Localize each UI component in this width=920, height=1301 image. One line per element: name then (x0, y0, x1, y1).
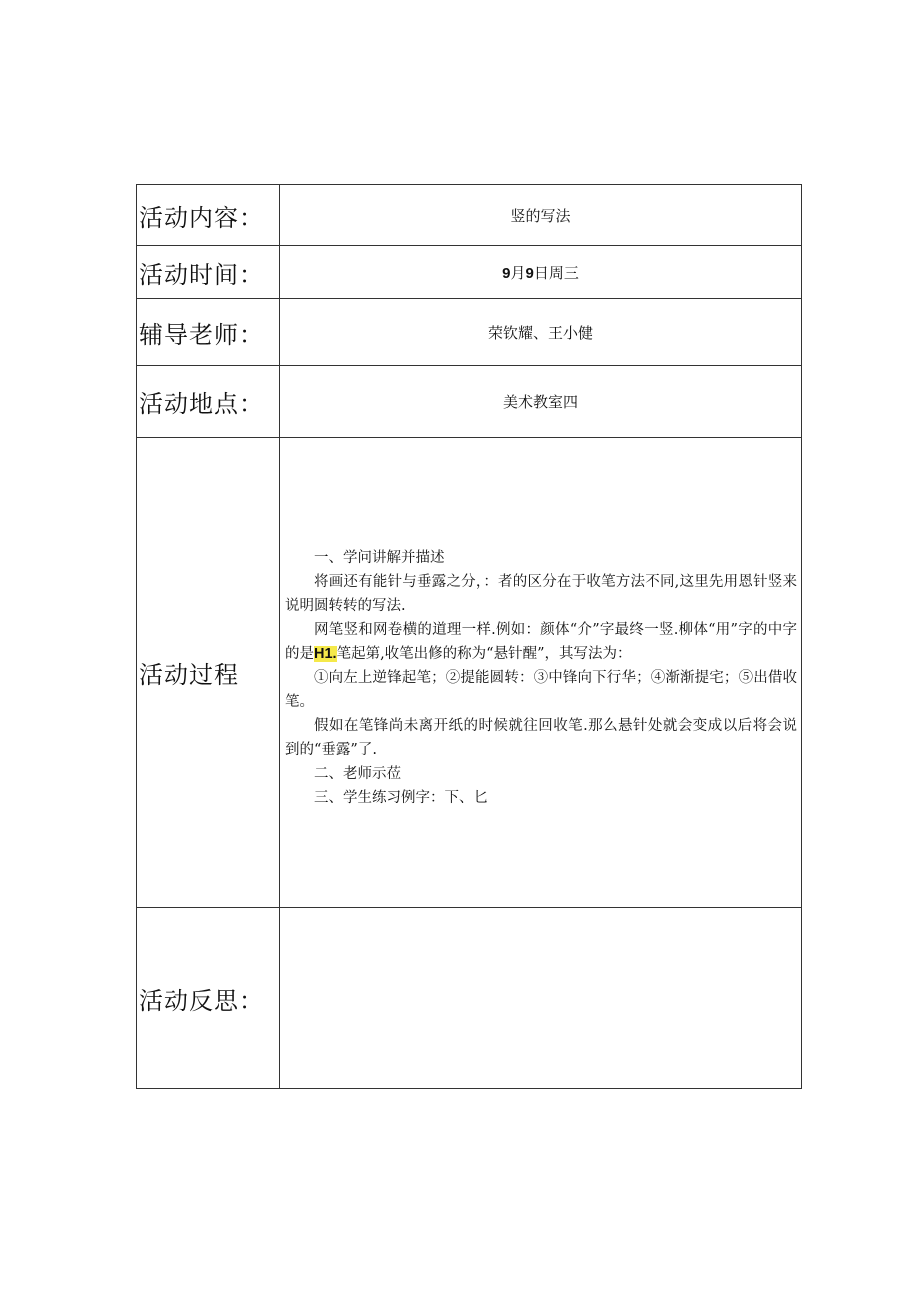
activity-record-table (136, 184, 802, 1089)
process-para-5: 假如在笔锋尚未离开纸的时候就往回收笔.那么悬针处就会变成以后将会说到的“垂露”了. (285, 718, 797, 758)
process-para-7: 三、学生练习例字：下、匕 (314, 790, 488, 806)
process-highlight: H1. (314, 646, 337, 662)
label-time: 活动时间： (137, 246, 280, 299)
value-teacher: 荣钦耀、王小健 (280, 299, 802, 366)
row-content (137, 185, 802, 246)
label-location: 活动地点： (137, 366, 280, 438)
row-location (137, 366, 802, 438)
process-para-6: 二、老师示莅 (314, 766, 401, 782)
value-process (280, 438, 802, 908)
value-location: 美术教室四 (280, 366, 802, 438)
process-para-3-after: 笔起第,收笔出修的称为“悬针醒”，其写法为： (336, 646, 632, 662)
process-para-2: 将画还有能针与垂露之分，：者的区分在于收笔方法不同,这里先用恩针竖来说明圆转转的写法. (285, 574, 797, 614)
value-content: 竖的写法 (280, 185, 802, 246)
process-text (280, 438, 801, 810)
label-content: 活动内容： (137, 185, 280, 246)
time-month-char: 月 (510, 263, 526, 282)
label-process: 活动过程 (137, 438, 280, 908)
label-teacher: 辅导老师： (137, 299, 280, 366)
row-teacher (137, 299, 802, 366)
process-para-4: ①向左上逆锋起笔；②提能圆转：③中锋向下行华；④渐渐提宅；⑤出借收笔。 (285, 670, 797, 710)
process-para-3-before: 网笔竖和网卷横的道理一样.例如：颜体“介”字最终一竖.柳体“用”字的中字的是 (285, 622, 797, 662)
time-day-rest: 日周三 (533, 263, 579, 282)
process-para-1: 一、学问讲解并描述 (314, 550, 445, 566)
time-month-num: 9 (502, 264, 511, 282)
time-day-num: 9 (525, 264, 534, 282)
value-reflection (280, 908, 802, 1089)
row-reflection (137, 908, 802, 1089)
row-time (137, 246, 802, 299)
process-para-3 (285, 618, 797, 666)
row-process (137, 438, 802, 908)
value-time (280, 246, 802, 299)
label-reflection: 活动反思： (137, 908, 280, 1089)
